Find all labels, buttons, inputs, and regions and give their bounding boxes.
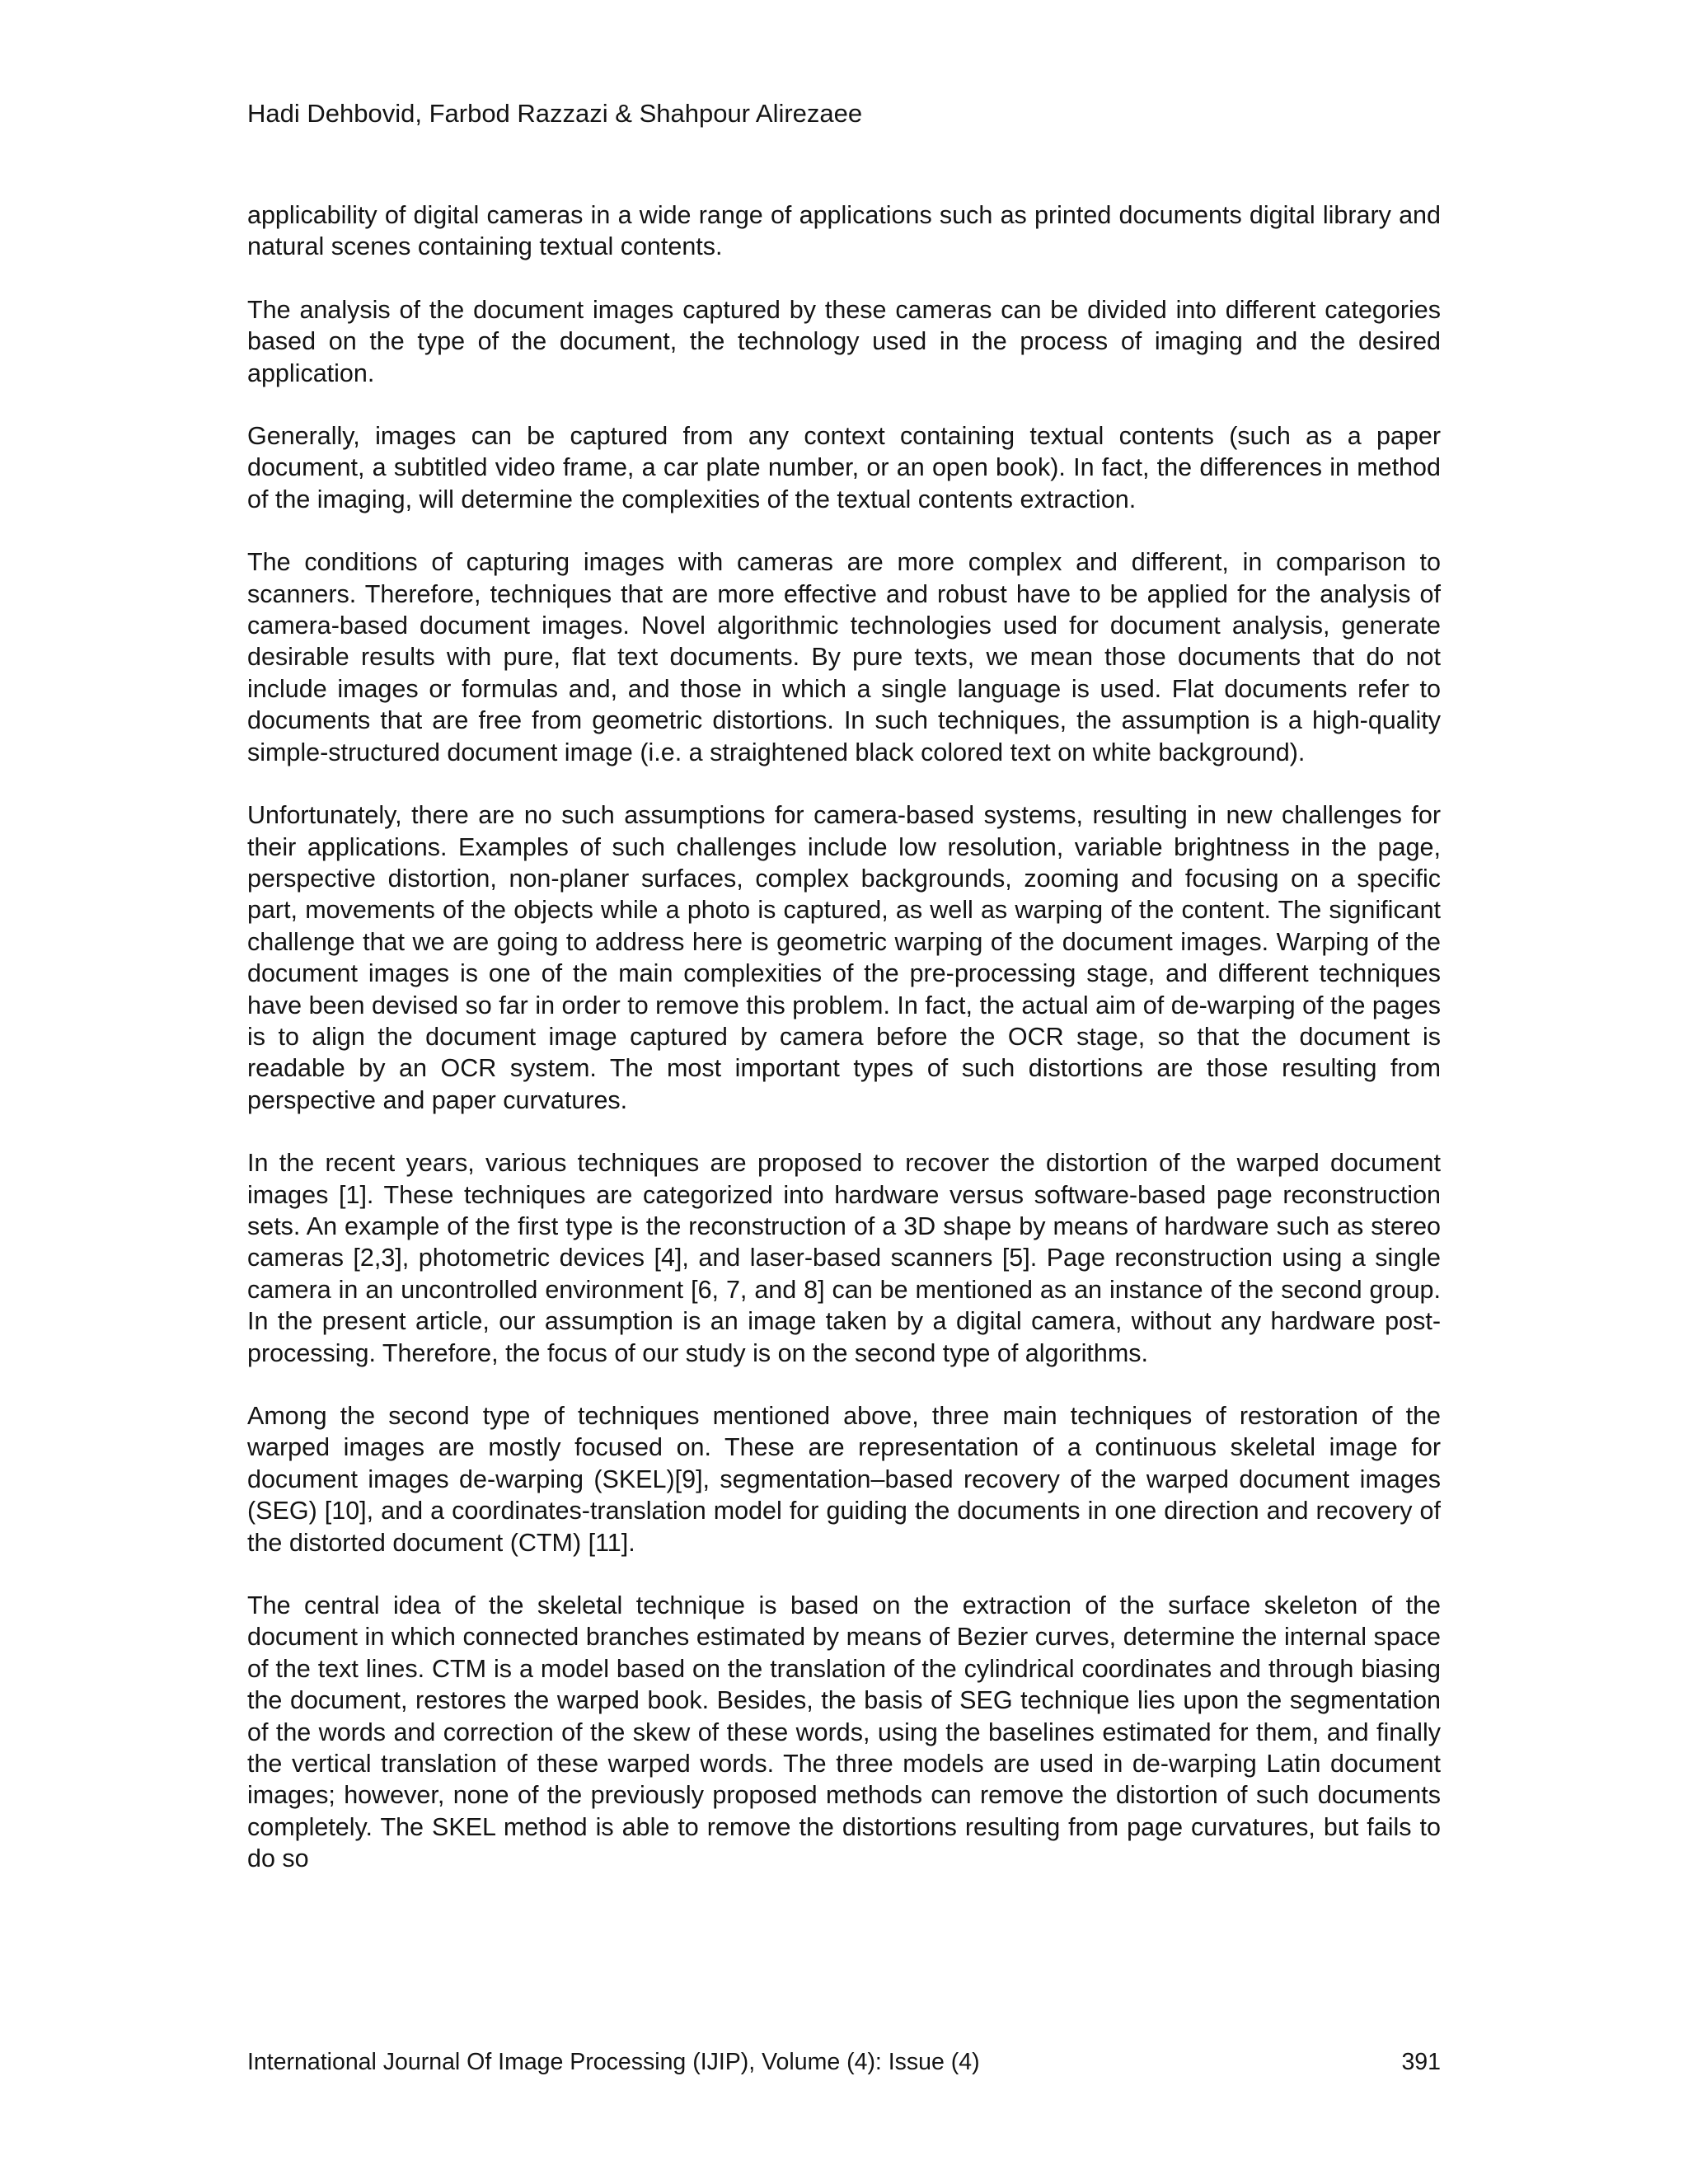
- paragraph-6: In the recent years, various techniques are proposed to recover the distortion of the warped document images [1]. These techniques are categorized into hardware versus software-based page reconstruction sets. An example of the first type is the reconstruction of a 3D shape by means of hardware such as stereo cameras [2,3], photometric devices [4], and laser-based scanners [5]. Page reconstruction using a single camera in an uncontrolled environment [6, 7, and 8] can be mentioned as an instance of the second group. In the present article, our assumption is an image taken by a digital camera, without any hardware post-processing. Therefore, the focus of our study is on the second type of algorithms.: [247, 1149, 1441, 1367]
- body-text: [247, 199, 1441, 1906]
- page-footer: [247, 2047, 1441, 2077]
- paragraph-3: Generally, images can be captured from any context containing textual contents (such as a paper document, a subtitled video frame, a car plate number, or an open book). In fact, the differences in method of the imaging, will determine the complexities of the textual contents extraction.: [247, 422, 1441, 513]
- running-head-authors: Hadi Dehbovid, Farbod Razzazi & Shahpour Alirezaee: [247, 99, 863, 128]
- paragraph-8: The central idea of the skeletal technique is based on the extraction of the surface skeleton of the document in which connected branches estimated by means of Bezier curves, determine the internal space of the text lines. CTM is a model based on the translation of the cylindrical coordinates and through biasing the document, restores the warped book. Besides, the basis of SEG technique lies upon the segmentation of the words and correction of the skew of these words, using the baselines estimated for them, and finally the vertical translation of these warped words. The three models are used in de-warping Latin document images; however, none of the previously proposed methods can remove the distortion of such documents completely. The SKEL method is able to remove the distortions resulting from page curvatures, but fails to do so: [247, 1591, 1441, 1873]
- paragraph-5: Unfortunately, there are no such assumptions for camera-based systems, resulting in new challenges for their applications. Examples of such challenges include low resolution, variable brightness in the page, perspective distortion, non-planer surfaces, complex backgrounds, zooming and focusing on a specific part, movements of the objects while a photo is captured, as well as warping of the content. The significant challenge that we are going to address here is geometric warping of the document images. Warping of the document images is one of the main complexities of the pre-processing stage, and different techniques have been devised so far in order to remove this problem. In fact, the actual aim of de-warping of the pages is to align the document image captured by camera before the OCR stage, so that the document is readable by an OCR system. The most important types of such distortions are those resulting from perspective and paper curvatures.: [247, 801, 1441, 1114]
- paragraph-1: applicability of digital cameras in a wide range of applications such as printed documents digital library and natural scenes containing textual contents.: [247, 201, 1441, 261]
- paragraph-7: Among the second type of techniques mentioned above, three main techniques of restoration of the warped images are mostly focused on. These are representation of a continuous skeletal image for document images de-warping (SKEL)[9], segmentation–based recovery of the warped document images (SEG) [10], and a coordinates-translation model for guiding the documents in one direction and recovery of the distorted document (CTM) [11].: [247, 1402, 1441, 1557]
- paragraph-2: The analysis of the document images captured by these cameras can be divided into different categories based on the type of the document, the technology used in the process of imaging and the desired application.: [247, 295, 1441, 387]
- paragraph-4: The conditions of capturing images with cameras are more complex and different, in comparison to scanners. Therefore, techniques that are more effective and robust have to be applied for the analysis of camera-based document images. Novel algorithmic technologies used for document analysis, generate desirable results with pure, flat text documents. By pure texts, we mean those documents that do not include images or formulas and, and those in which a single language is used. Flat documents refer to documents that are free from geometric distortions. In such techniques, the assumption is a high-quality simple-structured document image (i.e. a straightened black colored text on white background).: [247, 548, 1441, 766]
- page-number: 391: [1401, 2049, 1441, 2075]
- footer-journal-citation: International Journal Of Image Processing (IJIP), Volume (4): Issue (4): [247, 2049, 980, 2075]
